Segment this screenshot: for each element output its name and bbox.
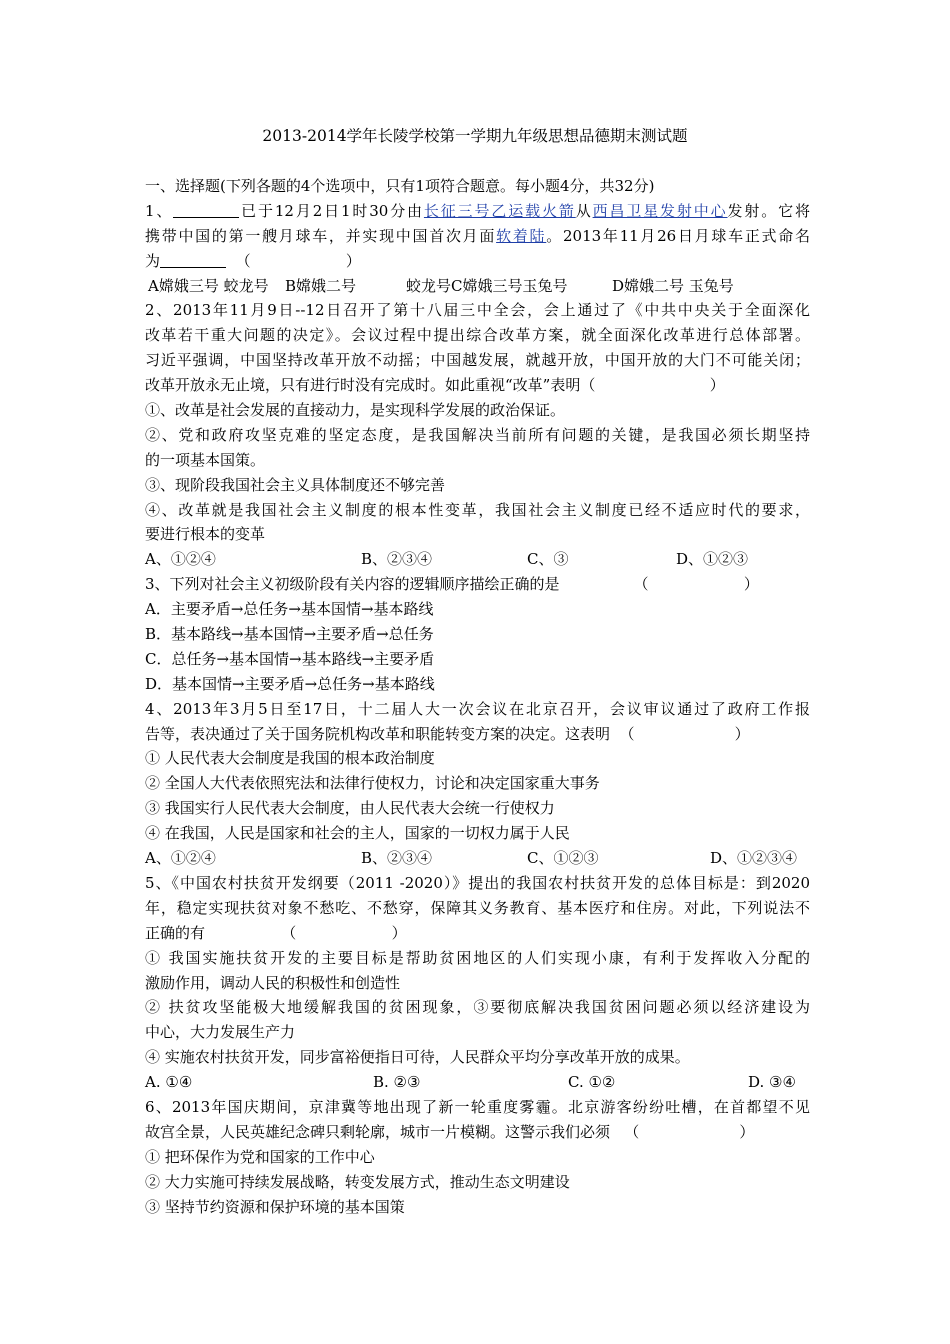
question-3-stem [145, 572, 810, 597]
question-4-line: 告等，表决通过了关于国务院机构改革和职能转变方案的决定。这表明 （ ） [145, 724, 750, 743]
link-launch-center[interactable]: 西昌卫星发射中心 [592, 201, 728, 220]
question-5-line: ② 扶贫攻坚能极大地缓解我国的贫困现象，③要彻底解决我国贫困问题必须以经济建设为 [145, 998, 810, 1017]
question-5-line: 5、《中国农村扶贫开发纲要（2011 -2020）》提出的我国农村扶贫开发的总体目标是：到2020 [145, 873, 810, 892]
question-5-line: ④ 实施农村扶贫开发，同步富裕便指日可待，人民群众平均分享改革开放的成果。 [145, 1048, 690, 1067]
option-b: B嫦娥二号 [285, 276, 357, 295]
question-text: 携带中国的第一艘月球车，并实现中国首次月面 [145, 226, 497, 245]
option-a: A嫦娥三号 蛟龙号 [148, 276, 269, 295]
question-text: 3、下列对社会主义初级阶段有关内容的逻辑顺序描绘正确的是 [145, 575, 560, 594]
question-5-line: 中心，大力发展生产力 [145, 1023, 296, 1042]
question-2-line: ②、党和政府攻坚克难的坚定态度，是我国解决当前所有问题的关键，是我国必须长期坚持 [145, 425, 810, 444]
question-1-line-2 [145, 224, 810, 249]
section-heading: 一、选择题(下列各题的4个选项中，只有1项符合题意。每小题4分，共32分) [145, 177, 655, 195]
question-6-line: ② 大力实施可持续发展战略，转变发展方式，推动生态文明建设 [145, 1172, 570, 1191]
option-c: C. ①② [568, 1073, 616, 1092]
question-5-line: ① 我国实施扶贫开发的主要目标是帮助贫困地区的人们实现小康，有利于发挥收入分配的 [145, 948, 810, 967]
question-text: 发射。它将 [727, 201, 810, 220]
question-2-line: ④、改革就是我国社会主义制度的根本性变革，我国社会主义制度已经不适应时代的要求， [145, 500, 810, 519]
question-4-line: ② 全国人大代表依照宪法和法律行使权力，讨论和决定国家重大事务 [145, 774, 600, 793]
option-c: C、①②③ [527, 849, 599, 868]
question-text: 已于12月2日1时30分由 [239, 201, 424, 220]
answer-parentheses: （ ） [633, 575, 759, 594]
question-4-line: ③ 我国实行人民代表大会制度，由人民代表大会统一行使权力 [145, 799, 555, 818]
question-1-options [145, 274, 810, 299]
question-4-line: 4、2013年3月5日至17日，十二届人大一次会议在北京召开，会议审议通过了政府工作报 [145, 699, 810, 718]
answer-blank [160, 251, 226, 268]
link-soft-landing[interactable]: 软着陆 [496, 226, 547, 245]
option-b: B. ②③ [373, 1073, 421, 1092]
answer-blank [173, 201, 239, 218]
question-5-options [145, 1070, 810, 1095]
question-2-line: 2、2013年11月9日--12日召开了第十八届三中全会，会上通过了《中共中央关于全面深化 [145, 301, 810, 320]
option-a: A. ①④ [145, 1073, 193, 1092]
option-d: D. ③④ [748, 1073, 796, 1092]
question-6-line: 6、2013年国庆期间，京津冀等地出现了新一轮重度雾霾。北京游客纷纷吐槽，在首都望不见 [145, 1097, 810, 1116]
question-2-line: 要进行根本的变革 [145, 525, 266, 544]
question-text: 。2013年11月26日月球车正式命名 [546, 226, 810, 245]
option-b: B．基本路线→基本国情→主要矛盾→总任务 [145, 625, 434, 644]
option-b: B、②③④ [361, 849, 433, 868]
option-d: D嫦娥二号 玉兔号 [612, 276, 734, 295]
question-6-line: ① 把环保作为党和国家的工作中心 [145, 1147, 375, 1166]
question-4-line: ④ 在我国，人民是国家和社会的主人，国家的一切权力属于人民 [145, 824, 570, 843]
question-2-options [145, 547, 810, 572]
question-2-line: ①、改革是社会发展的直接动力，是实现科学发展的政治保证。 [145, 401, 566, 420]
option-a: A、①②④ [145, 550, 216, 569]
question-2-line: 改革开放永无止境，只有进行时没有完成时。如此重视“改革”表明（ ） [145, 376, 725, 395]
question-2-line: 习近平强调，中国坚持改革开放不动摇；中国越发展，就越开放，中国开放的大门不可能关闭； [145, 351, 810, 370]
option-d: D、①②③④ [710, 849, 798, 868]
option-c: 蛟龙号C嫦娥三号玉兔号 [406, 276, 568, 295]
question-6-line: ③ 坚持节约资源和保护环境的基本国策 [145, 1197, 405, 1216]
option-d: D．基本国情→主要矛盾→总任务→基本路线 [145, 674, 435, 693]
link-rocket[interactable]: 长征三号乙运载火箭 [423, 201, 576, 220]
question-2-line: 的一项基本国策。 [145, 450, 266, 469]
question-2-line: ③、现阶段我国社会主义具体制度还不够完善 [145, 475, 446, 494]
option-c: C、③ [527, 550, 569, 569]
question-5-line: 年，稳定实现扶贫对象不愁吃、不愁穿，保障其义务教育、基本医疗和住房。对此，下列说法不 [145, 898, 810, 917]
answer-parentheses: （ ） [235, 251, 361, 270]
option-d: D、①②③ [676, 550, 749, 569]
question-6-line: 故宫全景，人民英雄纪念碑只剩轮廓，城市一片模糊。这警示我们必须 （ ） [145, 1122, 755, 1141]
question-text: 从 [575, 201, 593, 220]
question-1-line-3 [145, 249, 810, 274]
option-a: A、①②④ [145, 849, 216, 868]
question-1-line-1 [145, 199, 810, 224]
option-c: C．总任务→基本国情→基本路线→主要矛盾 [145, 649, 435, 668]
question-5-line: 正确的有 （ ） [145, 923, 407, 942]
question-2-line: 改革若干重大问题的决定》。会议过程中提出综合改革方案，就全面深化改革进行总体部署。 [145, 326, 810, 345]
question-text: 为 [145, 251, 161, 270]
question-number: 1、 [145, 201, 174, 220]
option-b: B、②③④ [361, 550, 433, 569]
page-title: 2013-2014学年长陵学校第一学期九年级思想品德期末测试题 [262, 127, 688, 145]
exam-content [145, 174, 810, 1219]
question-4-options [145, 846, 810, 871]
option-a: A．主要矛盾→总任务→基本国情→基本路线 [145, 600, 434, 619]
question-4-line: ① 人民代表大会制度是我国的根本政治制度 [145, 749, 435, 768]
question-5-line: 激励作用，调动人民的积极性和创造性 [145, 973, 401, 992]
